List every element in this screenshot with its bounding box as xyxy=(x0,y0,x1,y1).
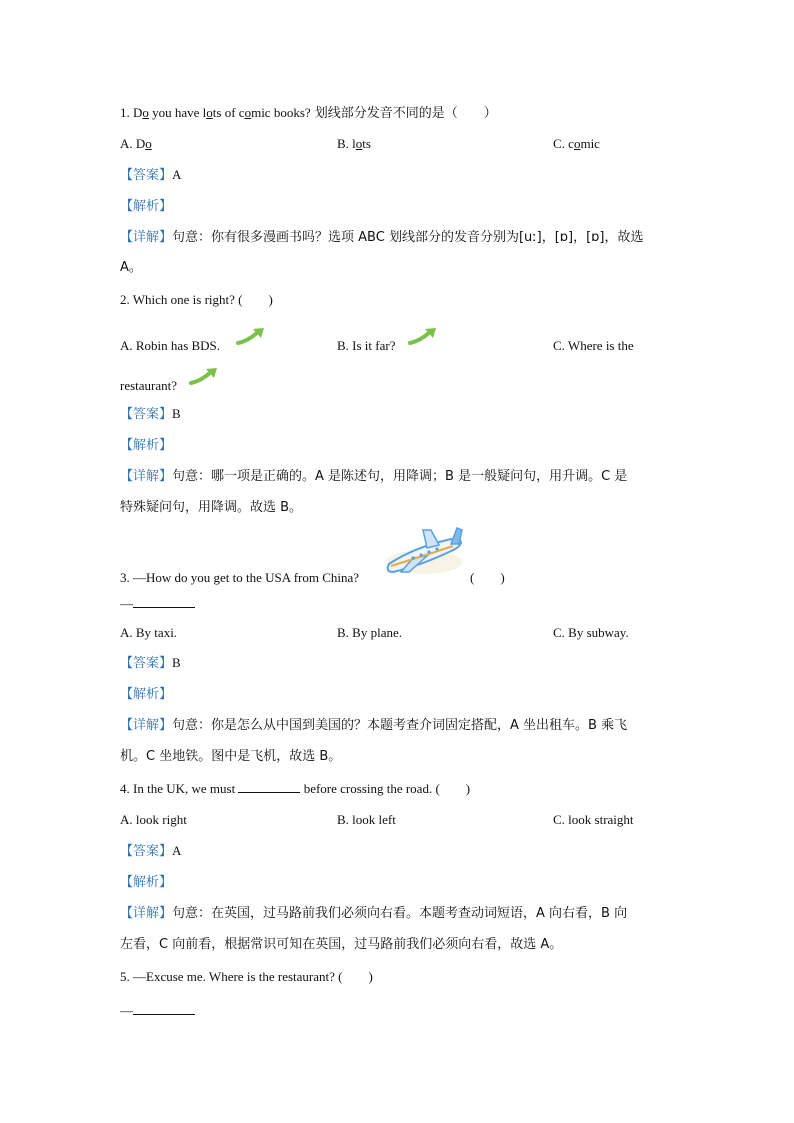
answer-blank xyxy=(133,596,195,608)
q4-option-b: B. look left xyxy=(337,812,396,827)
q2-detail-line2: 特殊疑问句，用降调。故选 B。 xyxy=(120,500,303,515)
analysis-tag: 【解析】 xyxy=(120,687,173,702)
rising-intonation-arrow-icon xyxy=(408,326,438,346)
answer-value: A xyxy=(172,843,182,858)
q3-stem: 3. —How do you get to the USA from China? xyxy=(120,570,360,585)
q1-stem xyxy=(120,105,497,122)
q4-stem: 4. In the UK, we must before crossing the road. ( ) xyxy=(120,781,471,796)
q1-option-c: C. comic xyxy=(553,136,600,151)
q3-option-b: B. By plane. xyxy=(337,625,402,640)
q1-detail-line1: 【详解】句意：你有很多漫画书吗？选项 ABC 划线部分的发音分别为[uː]，[ɒ]，[ɒ]，故选 xyxy=(120,230,644,245)
q1-answer xyxy=(120,167,181,184)
q1-analysis xyxy=(120,198,172,215)
q2-option-c: C. Where is the xyxy=(553,338,634,353)
q2-answer xyxy=(120,406,181,423)
q3-answer xyxy=(120,655,181,672)
q3-detail-line1: 【详解】句意：你是怎么从中国到美国的？本题考查介词固定搭配，A 坐出租车。B 乘飞 xyxy=(120,718,628,733)
q4-answer xyxy=(120,843,181,860)
q2-option-c-cont: restaurant? xyxy=(120,378,178,393)
detail-tag: 【详解】 xyxy=(120,230,173,245)
q2-stem: 2. Which one is right? ( ) xyxy=(120,292,273,307)
q3-option-c: C. By subway. xyxy=(553,625,629,640)
analysis-tag: 【解析】 xyxy=(120,875,173,890)
q1-underlined-letter: o xyxy=(244,105,252,120)
q1-stem-part: mic books? xyxy=(251,105,311,120)
q3-detail-line2: 机。C 坐地铁。图中是飞机，故选 B。 xyxy=(120,749,342,764)
answer-value: A xyxy=(172,167,182,182)
answer-tag: 【答案】 xyxy=(120,656,173,671)
q2-detail-line1: 【详解】句意：哪一项是正确的。A 是陈述句，用降调；B 是一般疑问句，用升调。C 是 xyxy=(120,469,628,484)
q1-stem-part: 1. D xyxy=(120,105,143,120)
q5-stem: 5. —Excuse me. Where is the restaurant? ( ) xyxy=(120,969,373,984)
q3-reply-line: — xyxy=(120,596,195,612)
q4-option-c: C. look straight xyxy=(553,812,634,827)
answer-value: B xyxy=(172,406,181,421)
answer-tag: 【答案】 xyxy=(120,407,173,422)
q1-detail-line2: A。 xyxy=(120,260,142,275)
q3-paren: ( ) xyxy=(470,570,505,585)
rising-intonation-arrow-icon xyxy=(189,366,219,386)
detail-tag: 【详解】 xyxy=(120,718,173,733)
q2-option-b: B. Is it far? xyxy=(337,338,396,353)
q4-detail-line2: 左看，C 向前看，根据常识可知在英国，过马路前我们必须向右看，故选 A。 xyxy=(120,937,563,952)
q1-underlined-letter: o xyxy=(142,105,149,120)
rising-intonation-arrow-icon xyxy=(236,326,266,346)
q1-option-a: A. Do xyxy=(120,136,152,151)
q3-analysis xyxy=(120,686,172,703)
q4-detail-line1: 【详解】句意：在英国，过马路前我们必须向右看。本题考查动词短语，A 向右看，B 向 xyxy=(120,906,628,921)
q1-underlined-letter: o xyxy=(206,105,213,120)
answer-tag: 【答案】 xyxy=(120,844,173,859)
airplane-icon xyxy=(383,522,465,580)
detail-tag: 【详解】 xyxy=(120,469,173,484)
answer-value: B xyxy=(172,655,181,670)
analysis-tag: 【解析】 xyxy=(120,438,173,453)
q3-option-a: A. By taxi. xyxy=(120,625,178,640)
answer-blank xyxy=(133,1003,195,1015)
q4-option-a: A. look right xyxy=(120,812,187,827)
q5-reply-line: — xyxy=(120,1003,195,1019)
q1-option-b: B. lots xyxy=(337,136,371,151)
q4-analysis xyxy=(120,874,172,891)
answer-tag: 【答案】 xyxy=(120,168,173,183)
q1-stem-part: ts of c xyxy=(212,105,245,120)
q1-stem-part: you have l xyxy=(148,105,207,120)
q2-analysis xyxy=(120,437,172,454)
detail-tag: 【详解】 xyxy=(120,906,173,921)
q1-stem-cn: 划线部分发音不同的是（ ） xyxy=(310,106,497,121)
answer-blank xyxy=(238,781,300,793)
analysis-tag: 【解析】 xyxy=(120,199,173,214)
q2-option-a: A. Robin has BDS. xyxy=(120,338,221,353)
